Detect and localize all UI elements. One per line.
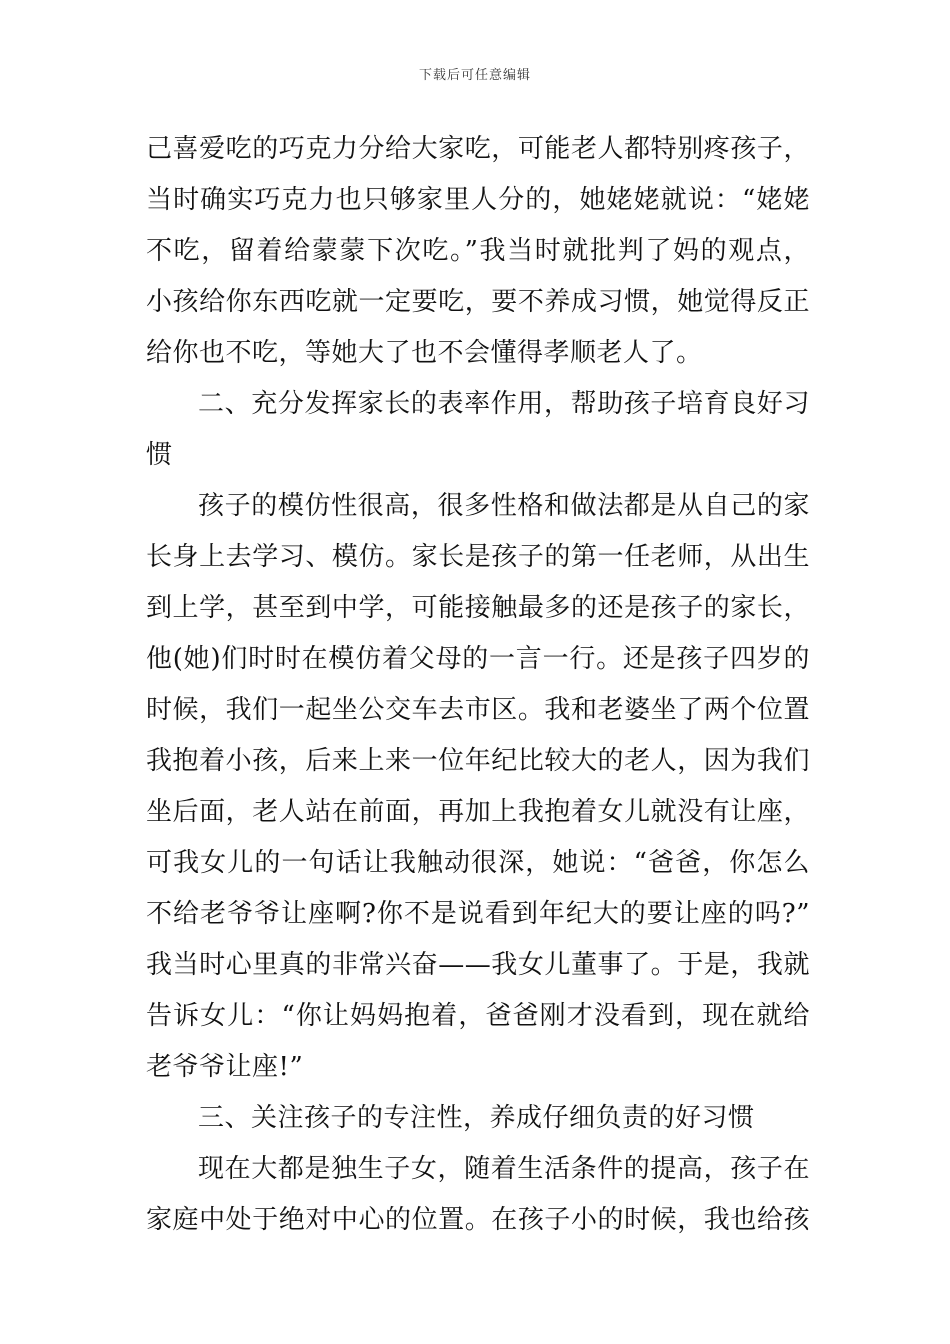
text-line: 孩子的模仿性很高，很多性格和做法都是从自己的家 [198, 491, 810, 521]
text-line: 己喜爱吃的巧克力分给大家吃，可能老人都特别疼孩子， [146, 134, 810, 164]
text-line: 家庭中处于绝对中心的位置。在孩子小的时候，我也给孩 [146, 1205, 810, 1235]
text-line: 坐后面，老人站在前面，再加上我抱着女儿就没有让座， [146, 797, 810, 827]
text-line: 不吃，留着给蒙蒙下次吃。”我当时就批判了妈的观点， [146, 236, 810, 266]
text-line: 给你也不吃，等她大了也不会懂得孝顺老人了。 [146, 338, 703, 368]
text-line: 老爷爷让座!” [146, 1052, 304, 1082]
document-body [146, 124, 810, 1246]
text-line: 告诉女儿：“你让妈妈抱着，爸爸刚才没看到，现在就给 [146, 1001, 810, 1031]
text-line: 不给老爷爷让座啊?你不是说看到年纪大的要让座的吗?” [146, 899, 810, 929]
page-header: 下载后可任意编辑 [418, 68, 531, 83]
text-line: 到上学，甚至到中学，可能接触最多的还是孩子的家长， [146, 593, 810, 623]
text-line: 二、充分发挥家长的表率作用，帮助孩子培育良好习 [198, 389, 810, 419]
text-line: 惯 [146, 440, 173, 470]
text-line: 我抱着小孩，后来上来一位年纪比较大的老人，因为我们 [146, 746, 810, 776]
text-line: 长身上去学习、模仿。家长是孩子的第一任老师，从出生 [146, 542, 810, 572]
text-line: 我当时心里真的非常兴奋——我女儿董事了。于是，我就 [146, 950, 810, 980]
text-line: 当时确实巧克力也只够家里人分的，她姥姥就说：“姥姥 [146, 185, 810, 215]
text-line: 小孩给你东西吃就一定要吃，要不养成习惯，她觉得反正 [146, 287, 810, 317]
text-line: 他(她)们时时在模仿着父母的一言一行。还是孩子四岁的 [146, 644, 810, 674]
text-line: 三、关注孩子的专注性，养成仔细负责的好习惯 [198, 1103, 755, 1133]
text-line: 现在大都是独生子女，随着生活条件的提高，孩子在 [198, 1154, 810, 1184]
text-line: 时候，我们一起坐公交车去市区。我和老婆坐了两个位置 [146, 695, 810, 725]
text-line: 可我女儿的一句话让我触动很深，她说：“爸爸，你怎么 [146, 848, 810, 878]
